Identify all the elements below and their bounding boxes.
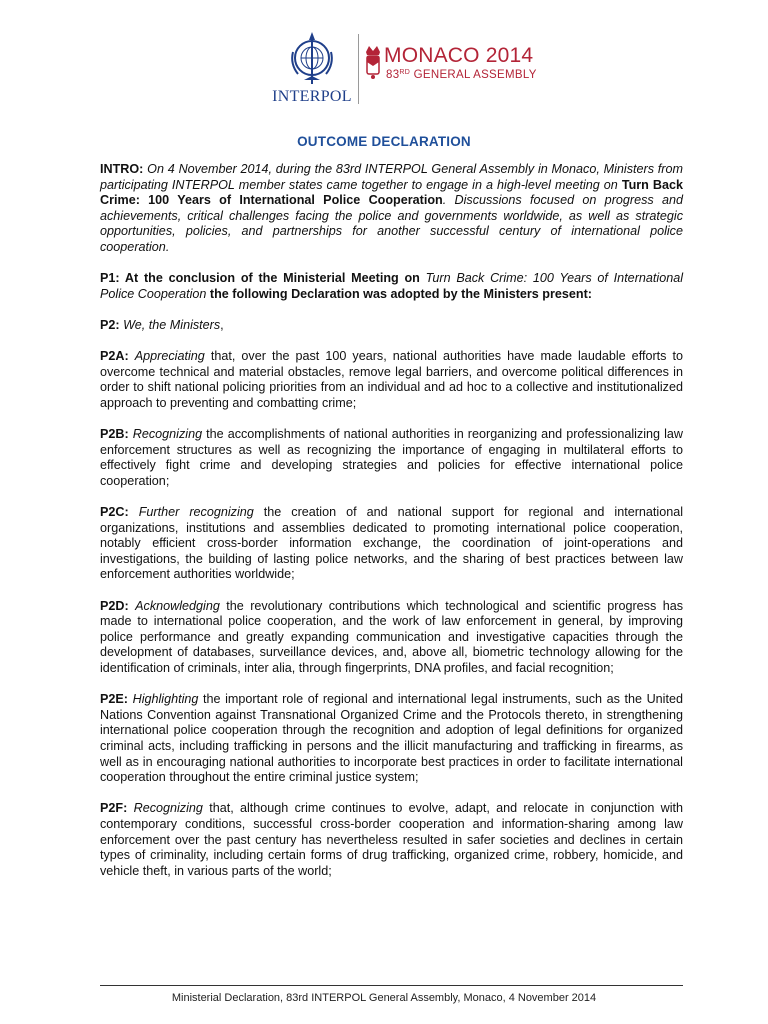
paragraph-label: P2C: — [100, 505, 129, 520]
paragraph-label: P2E: — [100, 692, 128, 707]
paragraph-label: P2A: — [100, 349, 129, 364]
paragraph-italic: Appreciating — [134, 349, 205, 364]
page-title: OUTCOME DECLARATION — [297, 134, 471, 149]
ordinal-suffix: RD — [399, 69, 411, 76]
paragraph-text-a: At the conclusion of the Ministerial Meeting on — [119, 271, 426, 286]
paragraph-text-b: that, over the past 100 years, national authorities have made laudable efforts to overcome technical and material obstacles, remove legal barriers, and overcome political differences in order to shift national policing priorities from an individual and ad hoc to a collective and institutionalized approach to preventing and combatting crime; — [100, 349, 684, 410]
paragraph-p2a — [100, 349, 683, 411]
paragraph-p2d — [100, 599, 683, 677]
intro-meeting-name: Turn Back Crime: 100 Years of International Police Cooperation — [100, 177, 683, 208]
paragraph-label: P2B: — [100, 427, 129, 442]
paragraph-text-b: the following Declaration was adopted by the Ministers present: — [206, 286, 592, 301]
paragraph-label: P2F: — [100, 801, 128, 816]
interpol-wordmark: INTERPOL — [272, 88, 352, 105]
paragraph-p2c — [100, 505, 683, 583]
intro-label: INTRO: — [100, 162, 144, 176]
paragraph-label: P1: — [100, 271, 120, 286]
general-assembly-label: GENERAL ASSEMBLY — [410, 69, 537, 81]
paragraph-italic: Further recognizing — [138, 505, 254, 520]
paragraph-text-b: that, although crime continues to evolve, adapt, and relocate in conjunction with contemporary conditions, successful cross-border cooperation and information-sharing among law enforcement over the past century has nevertheless resulted in safer societies and declines in certain types of criminality, including certain forms of drug trafficking, organized crime, robbery, homicide, and vehicle theft, in various parts of the world; — [100, 801, 684, 878]
paragraph-p2 — [100, 318, 683, 334]
crown-icon — [364, 44, 382, 80]
ordinal-number: 83 — [386, 69, 400, 81]
paragraph-p2f — [100, 801, 683, 879]
paragraph-text-a — [129, 505, 139, 519]
document-body — [100, 162, 683, 895]
paragraph-italic: We, the Ministers — [123, 317, 221, 332]
intro-text-2: . Discussions focused on progress and achievements, critical challenges facing the police and governments worldwide, as well as strategic opportunities, policies, and partnerships for another successful century of international police cooperation. — [100, 193, 683, 254]
paragraph-p2e — [100, 692, 683, 786]
paragraph-italic: Highlighting — [132, 692, 199, 707]
paragraph-italic: Acknowledging — [135, 598, 220, 613]
paragraph-p1 — [100, 271, 683, 302]
header-divider — [358, 34, 359, 104]
intro-text-1: On 4 November 2014, during the 83rd INTERPOL General Assembly in Monaco, Ministers from participating INTERPOL member states came together to engage in a high-level meeting on — [100, 162, 683, 192]
monaco-2014-logo — [364, 44, 537, 94]
paragraph-text-b: the revolutionary contributions which technological and scientific progress has made to international police cooperation, and the work of law enforcement in general, by improving police performance and greatly expanding communication and investigative capacities through the development of databases, surveillance devices, and, above all, biometric technology allowing for the identification of criminals, inter alia, through fingerprints, DNA profiles, and facial recognition; — [100, 598, 684, 675]
footer-divider — [100, 985, 683, 986]
paragraph-label: P2D: — [100, 598, 129, 613]
header-logos — [272, 30, 537, 108]
paragraph-label: P2: — [100, 317, 120, 332]
paragraph-p2b — [100, 427, 683, 489]
paragraph-text-b: , — [220, 317, 224, 332]
intro-paragraph — [100, 162, 683, 256]
monaco-event-title: MONACO 2014 — [384, 44, 534, 67]
paragraph-italic: Recognizing — [133, 801, 203, 816]
paragraph-text-b: the accomplishments of national authorities in reorganizing and professionalizing law enforcement structures as well as recognizing the importance of engaging in multilateral efforts to effectively fight crime and developing strategies and policies for effective international police cooperation; — [100, 427, 683, 488]
interpol-logo — [272, 30, 352, 108]
monaco-event-subtitle — [386, 69, 537, 81]
paragraph-text-b: the important role of regional and international legal instruments, such as the United Nations Convention against Transnational Organized Crime and the Protocols thereto, in strengthening international police cooperation through the recognition and adoption of legal definitions for organized criminal acts, including trafficking in persons and the illicit manufacturing and trafficking in firearms, as well as in encouraging national authorities to incorporate best practices in order to facilitate international cooperation throughout the entire criminal justice system; — [100, 692, 683, 785]
page-footer: Ministerial Declaration, 83rd INTERPOL General Assembly, Monaco, 4 November 2014 — [171, 992, 597, 1004]
paragraph-text-b: the creation of and national support for regional and international organizations, institutions and assemblies dedicated to promoting international police cooperation, notably efficient cross-border information exchange, the coordination of joint-operations and investigations, the building of lasting police networks, and the sharing of best practices between law enforcement authorities worldwide; — [100, 505, 684, 582]
paragraph-italic: Turn Back Crime: 100 Years of International Police Cooperation — [100, 271, 683, 301]
interpol-emblem-icon — [288, 30, 336, 86]
paragraph-italic: Recognizing — [132, 427, 203, 442]
